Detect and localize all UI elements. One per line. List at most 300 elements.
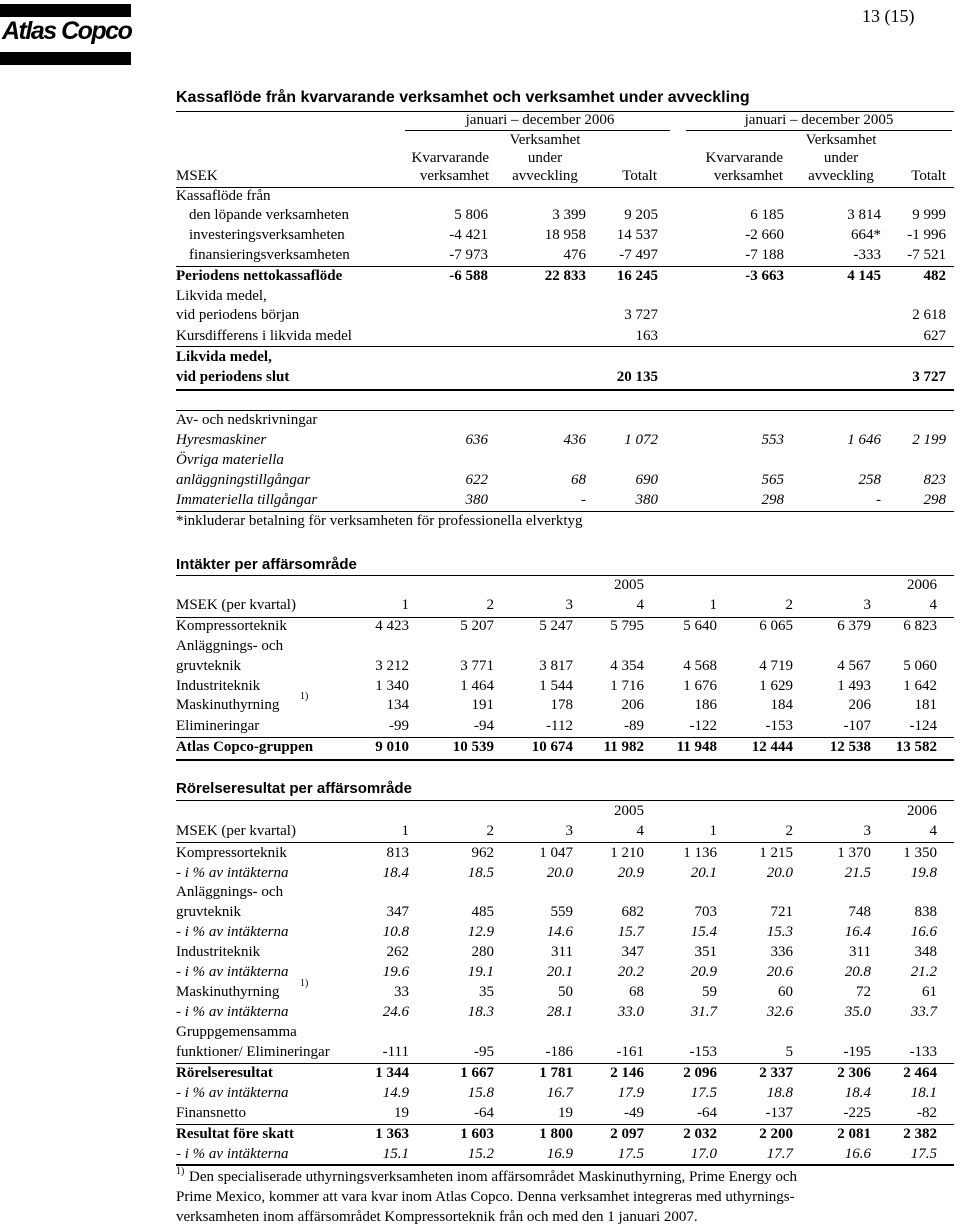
continuing-header-line1: Kvarvarande (705, 150, 783, 166)
table-cell: 10.8 (382, 924, 409, 940)
year-2006: 2006 (907, 577, 937, 593)
row-label: - i % av intäkterna (176, 924, 289, 940)
row-label: Kompressorteknik (176, 845, 287, 861)
table-cell: -111 (382, 1044, 409, 1060)
table-cell: 12.9 (467, 924, 494, 940)
table-cell: 1 464 (460, 678, 494, 694)
table-cell: 15.8 (467, 1085, 494, 1101)
table-cell: 16.6 (844, 1146, 871, 1162)
total-header: Totalt (911, 168, 946, 184)
discontinued-header-line3: avveckling (808, 168, 874, 184)
table-cell: 2 032 (683, 1126, 717, 1142)
quarter-header: 3 (863, 597, 871, 613)
table-cell: 4 719 (759, 658, 793, 674)
cashflow-rule-closing (176, 346, 954, 347)
table-cell: 1 603 (460, 1126, 494, 1142)
table-cell: 72 (856, 984, 871, 1000)
cashflow-cell: 823 (923, 472, 946, 488)
row-label: Maskinuthyrning (176, 697, 280, 713)
quarter-header-rule (176, 842, 954, 843)
cashflow-row-label: Kursdifferens i likvida medel (176, 328, 352, 344)
table-cell: 1 781 (539, 1065, 573, 1081)
table-cell: 16.9 (546, 1146, 573, 1162)
cashflow-cell: -7 188 (745, 247, 784, 263)
table-cell: 50 (558, 984, 573, 1000)
table-cell: 721 (770, 904, 793, 920)
table-cell: 10 539 (452, 739, 494, 755)
table-cell: 1 363 (375, 1126, 409, 1142)
table-cell: 13 582 (895, 739, 937, 755)
footnote-line-2: Prime Mexico, kommer att vara kvar inom Atlas Copco. Denna verksamhet integreras med uthyrnings- (176, 1189, 795, 1205)
table-cell: 2 337 (759, 1065, 793, 1081)
table-cell: 21.5 (844, 865, 871, 881)
cashflow-cell: 380 (635, 492, 658, 508)
cashflow-cell: 9 205 (624, 207, 658, 223)
operating-profit-rule (176, 1063, 954, 1064)
discontinued-header-line3: avveckling (512, 168, 578, 184)
table-cell: 15.7 (617, 924, 644, 940)
quarter-header: 2 (785, 597, 793, 613)
table-cell: 9 010 (375, 739, 409, 755)
cashflow-cell: 3 727 (912, 369, 946, 385)
cashflow-row-label: vid periodens slut (176, 369, 290, 385)
total-header: Totalt (622, 168, 657, 184)
revenues-title: Intäkter per affärsområde (176, 556, 357, 573)
table-cell: 4 567 (837, 658, 871, 674)
cashflow-cell: 163 (635, 328, 658, 344)
table-cell: 18.4 (844, 1085, 871, 1101)
table-cell: 2 097 (610, 1126, 644, 1142)
table-cell: 2 096 (683, 1065, 717, 1081)
cashflow-cell: 14 537 (616, 227, 658, 243)
table-cell: 20.0 (546, 865, 573, 881)
table-cell: 962 (471, 845, 494, 861)
cashflow-cell: - (876, 492, 881, 508)
row-label: Kompressorteknik (176, 618, 287, 634)
row-label: Industriteknik (176, 678, 261, 694)
table-cell: 184 (770, 697, 793, 713)
table-cell: 4 354 (610, 658, 644, 674)
table-cell: 14.6 (546, 924, 573, 940)
table-cell: 21.2 (910, 964, 937, 980)
cashflow-cell: 565 (761, 472, 784, 488)
table-cell: 1 344 (375, 1065, 409, 1081)
table-cell: 1 047 (539, 845, 573, 861)
cashflow-cell: 6 185 (750, 207, 784, 223)
table-cell: 68 (629, 984, 644, 1000)
table-cell: 18.3 (467, 1004, 494, 1020)
cashflow-cell: 380 (465, 492, 488, 508)
revenues-title-rule (176, 575, 954, 576)
cashflow-cell: - (581, 492, 586, 508)
continuing-header-line2: verksamhet (713, 168, 783, 184)
table-cell: 19 (394, 1105, 409, 1121)
quarter-header: 3 (863, 823, 871, 839)
cashflow-row-label: Hyresmaskiner (176, 432, 267, 448)
row-label: Resultat före skatt (176, 1126, 295, 1142)
row-label: Maskinuthyrning (176, 984, 280, 1000)
table-cell: 1 210 (610, 845, 644, 861)
cashflow-cell: 4 145 (847, 268, 881, 284)
cashflow-cell: 436 (563, 432, 586, 448)
logo-bar-top (0, 4, 131, 17)
continuing-header-line2: verksamhet (419, 168, 489, 184)
table-cell: 18.5 (467, 865, 494, 881)
table-cell: 347 (621, 944, 644, 960)
cashflow-cell: 636 (465, 432, 488, 448)
table-cell: 485 (471, 904, 494, 920)
table-cell: 1 629 (759, 678, 793, 694)
company-logo: Atlas Copco (2, 17, 132, 45)
quarter-header: 4 (929, 823, 937, 839)
cashflow-title: Kassaflöde från kvarvarande verksamhet och verksamhet under avveckling (176, 89, 750, 106)
table-cell: 20.9 (617, 865, 644, 881)
quarter-header: 1 (401, 597, 409, 613)
table-cell: 14.9 (382, 1085, 409, 1101)
table-cell: 20.6 (766, 964, 793, 980)
cashflow-row-label: Övriga materiella (176, 452, 284, 468)
row-label: Atlas Copco-gruppen (176, 739, 314, 755)
continuing-header-line1: Kvarvarande (411, 150, 489, 166)
period-2006: januari – december 2006 (465, 112, 615, 128)
discontinued-header-line1: Verksamhet (805, 132, 877, 148)
row-label: - i % av intäkterna (176, 865, 289, 881)
cashflow-row-label: vid periodens början (176, 307, 300, 323)
table-cell: 18.8 (766, 1085, 793, 1101)
table-cell: 15.3 (766, 924, 793, 940)
revenues-total-rule-top (176, 737, 954, 738)
table-cell: -49 (624, 1105, 644, 1121)
table-cell: -124 (909, 718, 937, 734)
table-cell: 813 (386, 845, 409, 861)
cashflow-cell: 5 806 (454, 207, 488, 223)
table-cell: 28.1 (546, 1004, 573, 1020)
operating-bottom-rule (176, 1164, 954, 1166)
table-cell: 12 538 (829, 739, 871, 755)
table-cell: 4 423 (375, 618, 409, 634)
row-label: - i % av intäkterna (176, 1004, 289, 1020)
table-cell: 20.1 (690, 865, 717, 881)
row-label: - i % av intäkterna (176, 964, 289, 980)
page-number: 13 (15) (862, 6, 915, 26)
table-cell: -133 (909, 1044, 937, 1060)
table-cell: -225 (843, 1105, 871, 1121)
discontinued-header-line2: under (527, 150, 563, 166)
table-cell: 33.0 (617, 1004, 644, 1020)
cashflow-cell: 298 (761, 492, 784, 508)
table-cell: 5 207 (460, 618, 494, 634)
table-cell: 11 982 (603, 739, 644, 755)
row-label: gruvteknik (176, 904, 241, 920)
table-cell: 191 (471, 697, 494, 713)
period-2005-rule (686, 130, 952, 131)
table-cell: 186 (694, 697, 717, 713)
table-cell: 20.0 (766, 865, 793, 881)
cashflow-cell: 298 (923, 492, 946, 508)
table-cell: 35 (479, 984, 494, 1000)
year-2005: 2005 (614, 803, 644, 819)
cashflow-header-rule (176, 187, 954, 188)
table-cell: 15.1 (382, 1146, 409, 1162)
cashflow-row-label: anläggningstillgångar (176, 472, 311, 488)
cashflow-cell: 622 (465, 472, 488, 488)
cashflow-cell: 627 (923, 328, 946, 344)
cashflow-cell: 18 958 (544, 227, 586, 243)
cashflow-cell: -1 996 (907, 227, 946, 243)
table-cell: 682 (621, 904, 644, 920)
cashflow-row-label: Immateriella tillgångar (176, 492, 318, 508)
quarter-header: 4 (636, 823, 644, 839)
table-cell: -195 (843, 1044, 871, 1060)
table-cell: 16.6 (910, 924, 937, 940)
table-cell: -89 (624, 718, 644, 734)
cashflow-cell: 68 (571, 472, 586, 488)
table-cell: -112 (546, 718, 573, 734)
table-cell: 16.4 (844, 924, 871, 940)
cashflow-cell: 1 072 (624, 432, 658, 448)
table-cell: 2 464 (903, 1065, 937, 1081)
footnote-line-3: verksamheten inom affärsområdet Kompressorteknik från och med den 1 januari 2007. (176, 1209, 698, 1225)
table-cell: 17.5 (690, 1085, 717, 1101)
table-cell: 1 544 (539, 678, 573, 694)
revenues-total-rule-bottom (176, 759, 954, 761)
operating-title-rule (176, 800, 954, 801)
table-cell: 2 081 (837, 1126, 871, 1142)
period-2006-rule (405, 130, 670, 131)
row-label: - i % av intäkterna (176, 1146, 289, 1162)
table-cell: 60 (778, 984, 793, 1000)
quarter-header: 4 (636, 597, 644, 613)
table-cell: 311 (551, 944, 573, 960)
table-cell: 12 444 (751, 739, 793, 755)
table-cell: -64 (474, 1105, 494, 1121)
table-cell: 5 247 (539, 618, 573, 634)
quarter-header: 2 (486, 597, 494, 613)
row-label: Elimineringar (176, 718, 260, 734)
cashflow-row-label: finansieringsverksamheten (189, 247, 350, 263)
cashflow-row-label: Kassaflöde från (176, 188, 271, 204)
table-cell: -137 (765, 1105, 793, 1121)
cashflow-cell: 16 245 (616, 268, 658, 284)
table-cell: 5 (785, 1044, 793, 1060)
table-cell: 1 215 (759, 845, 793, 861)
year-2005: 2005 (614, 577, 644, 593)
table-cell: 18.1 (910, 1085, 937, 1101)
quarter-header: 2 (486, 823, 494, 839)
cashflow-cell: 258 (858, 472, 881, 488)
cashflow-cell: -7 521 (907, 247, 946, 263)
footnote-ref: 1) (300, 691, 309, 702)
table-cell: 15.2 (467, 1146, 494, 1162)
table-cell: 20.9 (690, 964, 717, 980)
table-cell: 32.6 (766, 1004, 793, 1020)
table-cell: -153 (689, 1044, 717, 1060)
table-cell: -161 (616, 1044, 644, 1060)
cashflow-cell: 3 399 (552, 207, 586, 223)
table-cell: 31.7 (690, 1004, 717, 1020)
table-cell: 348 (914, 944, 937, 960)
quarter-header: 4 (929, 597, 937, 613)
table-cell: 311 (849, 944, 871, 960)
quarter-header: 1 (401, 823, 409, 839)
table-cell: 1 493 (837, 678, 871, 694)
row-label: funktioner/ Elimineringar (176, 1044, 330, 1060)
table-cell: 5 795 (610, 618, 644, 634)
cashflow-cell: 22 833 (544, 268, 586, 284)
footnote-mark: 1) (176, 1166, 185, 1177)
msek-quarter-header: MSEK (per kvartal) (176, 597, 296, 613)
depreciation-rule-bottom (176, 511, 954, 512)
cashflow-cell: -2 660 (745, 227, 784, 243)
table-cell: 4 568 (683, 658, 717, 674)
cashflow-row-label: Likvida medel, (176, 288, 267, 304)
cashflow-cell: 20 135 (616, 369, 658, 385)
table-cell: 17.9 (617, 1085, 644, 1101)
depreciation-rule-top (176, 410, 954, 411)
cashflow-cell: 2 199 (912, 432, 946, 448)
table-cell: 2 146 (610, 1065, 644, 1081)
table-cell: 2 200 (759, 1126, 793, 1142)
table-cell: 6 823 (903, 618, 937, 634)
quarter-header: 3 (565, 823, 573, 839)
table-cell: -99 (389, 718, 409, 734)
table-cell: -107 (843, 718, 871, 734)
table-cell: -122 (689, 718, 717, 734)
cashflow-cell: 553 (761, 432, 784, 448)
table-cell: 17.7 (766, 1146, 793, 1162)
table-cell: 206 (848, 697, 871, 713)
table-cell: 134 (386, 697, 409, 713)
cashflow-rule-bottom (176, 389, 954, 391)
table-cell: 1 350 (903, 845, 937, 861)
table-cell: 5 640 (683, 618, 717, 634)
table-cell: 351 (694, 944, 717, 960)
quarter-header: 3 (565, 597, 573, 613)
table-cell: 262 (386, 944, 409, 960)
table-cell: 17.0 (690, 1146, 717, 1162)
table-cell: 2 382 (903, 1126, 937, 1142)
table-cell: 15.4 (690, 924, 717, 940)
table-cell: 336 (770, 944, 793, 960)
table-cell: 18.4 (382, 865, 409, 881)
table-cell: 19.6 (382, 964, 409, 980)
logo-bar-bottom (0, 52, 131, 65)
table-cell: 17.5 (910, 1146, 937, 1162)
table-cell: 1 370 (837, 845, 871, 861)
table-cell: 347 (386, 904, 409, 920)
table-cell: 17.5 (617, 1146, 644, 1162)
table-cell: 33 (394, 984, 409, 1000)
table-cell: 19.1 (467, 964, 494, 980)
table-cell: 20.1 (546, 964, 573, 980)
footnote-line-1: Den specialiserade uthyrningsverksamheten inom affärsområdet Maskinuthyrning, Prime Energy och (189, 1169, 798, 1185)
table-cell: 20.8 (844, 964, 871, 980)
cashflow-row-label: Likvida medel, (176, 349, 272, 365)
table-cell: 280 (471, 944, 494, 960)
table-cell: 59 (702, 984, 717, 1000)
table-cell: 748 (848, 904, 871, 920)
discontinued-header-line1: Verksamhet (509, 132, 581, 148)
table-cell: -186 (545, 1044, 573, 1060)
table-cell: -153 (765, 718, 793, 734)
row-label: Rörelseresultat (176, 1065, 273, 1081)
cashflow-cell: 3 814 (847, 207, 881, 223)
table-cell: 61 (922, 984, 937, 1000)
table-cell: 33.7 (910, 1004, 937, 1020)
table-cell: -94 (474, 718, 494, 734)
table-cell: 1 716 (610, 678, 644, 694)
row-label: gruvteknik (176, 658, 241, 674)
table-cell: 20.2 (617, 964, 644, 980)
table-cell: 1 667 (460, 1065, 494, 1081)
table-cell: 19.8 (910, 865, 937, 881)
table-cell: 2 306 (837, 1065, 871, 1081)
table-cell: 703 (694, 904, 717, 920)
cashflow-row-label: Av- och nedskrivningar (176, 412, 318, 428)
table-cell: 6 379 (837, 618, 871, 634)
table-cell: 559 (550, 904, 573, 920)
cashflow-row-label: den löpande verksamheten (189, 207, 349, 223)
table-cell: 1 676 (683, 678, 717, 694)
table-cell: 1 136 (683, 845, 717, 861)
msek-quarter-header: MSEK (per kvartal) (176, 823, 296, 839)
table-cell: 206 (621, 697, 644, 713)
cashflow-row-label: Periodens nettokassaflöde (176, 268, 343, 284)
quarter-header: 2 (785, 823, 793, 839)
table-cell: 5 060 (903, 658, 937, 674)
cashflow-row-label: investeringsverksamheten (189, 227, 345, 243)
cashflow-cell: 664* (851, 227, 881, 243)
cashflow-rule-net (176, 266, 954, 267)
table-cell: 16.7 (546, 1085, 573, 1101)
cashflow-cell: 476 (563, 247, 586, 263)
cashflow-cell: -7 497 (619, 247, 658, 263)
operating-title: Rörelseresultat per affärsområde (176, 780, 412, 797)
cashflow-cell: 9 999 (912, 207, 946, 223)
table-cell: 1 800 (539, 1126, 573, 1142)
row-label: Anläggnings- och (176, 884, 284, 900)
quarter-header: 1 (709, 597, 717, 613)
row-label: Finansnetto (176, 1105, 246, 1121)
cashflow-cell: -3 663 (745, 268, 784, 284)
cashflow-cell: 690 (635, 472, 658, 488)
table-cell: 1 642 (903, 678, 937, 694)
cashflow-cell: 482 (923, 268, 946, 284)
year-2006: 2006 (907, 803, 937, 819)
table-cell: -82 (917, 1105, 937, 1121)
table-cell: 10 674 (531, 739, 573, 755)
row-label: - i % av intäkterna (176, 1085, 289, 1101)
discontinued-header-line2: under (823, 150, 859, 166)
cashflow-cell: 3 727 (624, 307, 658, 323)
cashflow-cell: -4 421 (449, 227, 488, 243)
row-label: Gruppgemensamma (176, 1024, 297, 1040)
table-cell: 181 (914, 697, 937, 713)
row-label: Industriteknik (176, 944, 261, 960)
cashflow-cell: -6 588 (449, 268, 488, 284)
table-cell: 19 (558, 1105, 573, 1121)
row-label: Anläggnings- och (176, 638, 284, 654)
table-cell: 3 212 (375, 658, 409, 674)
table-cell: 178 (550, 697, 573, 713)
msek-header: MSEK (176, 168, 218, 184)
cashflow-cell: -333 (853, 247, 881, 263)
table-cell: 24.6 (382, 1004, 409, 1020)
table-cell: 11 948 (676, 739, 717, 755)
period-2005: januari – december 2005 (744, 112, 894, 128)
cashflow-cell: 2 618 (912, 307, 946, 323)
cashflow-cell: 1 646 (847, 432, 881, 448)
